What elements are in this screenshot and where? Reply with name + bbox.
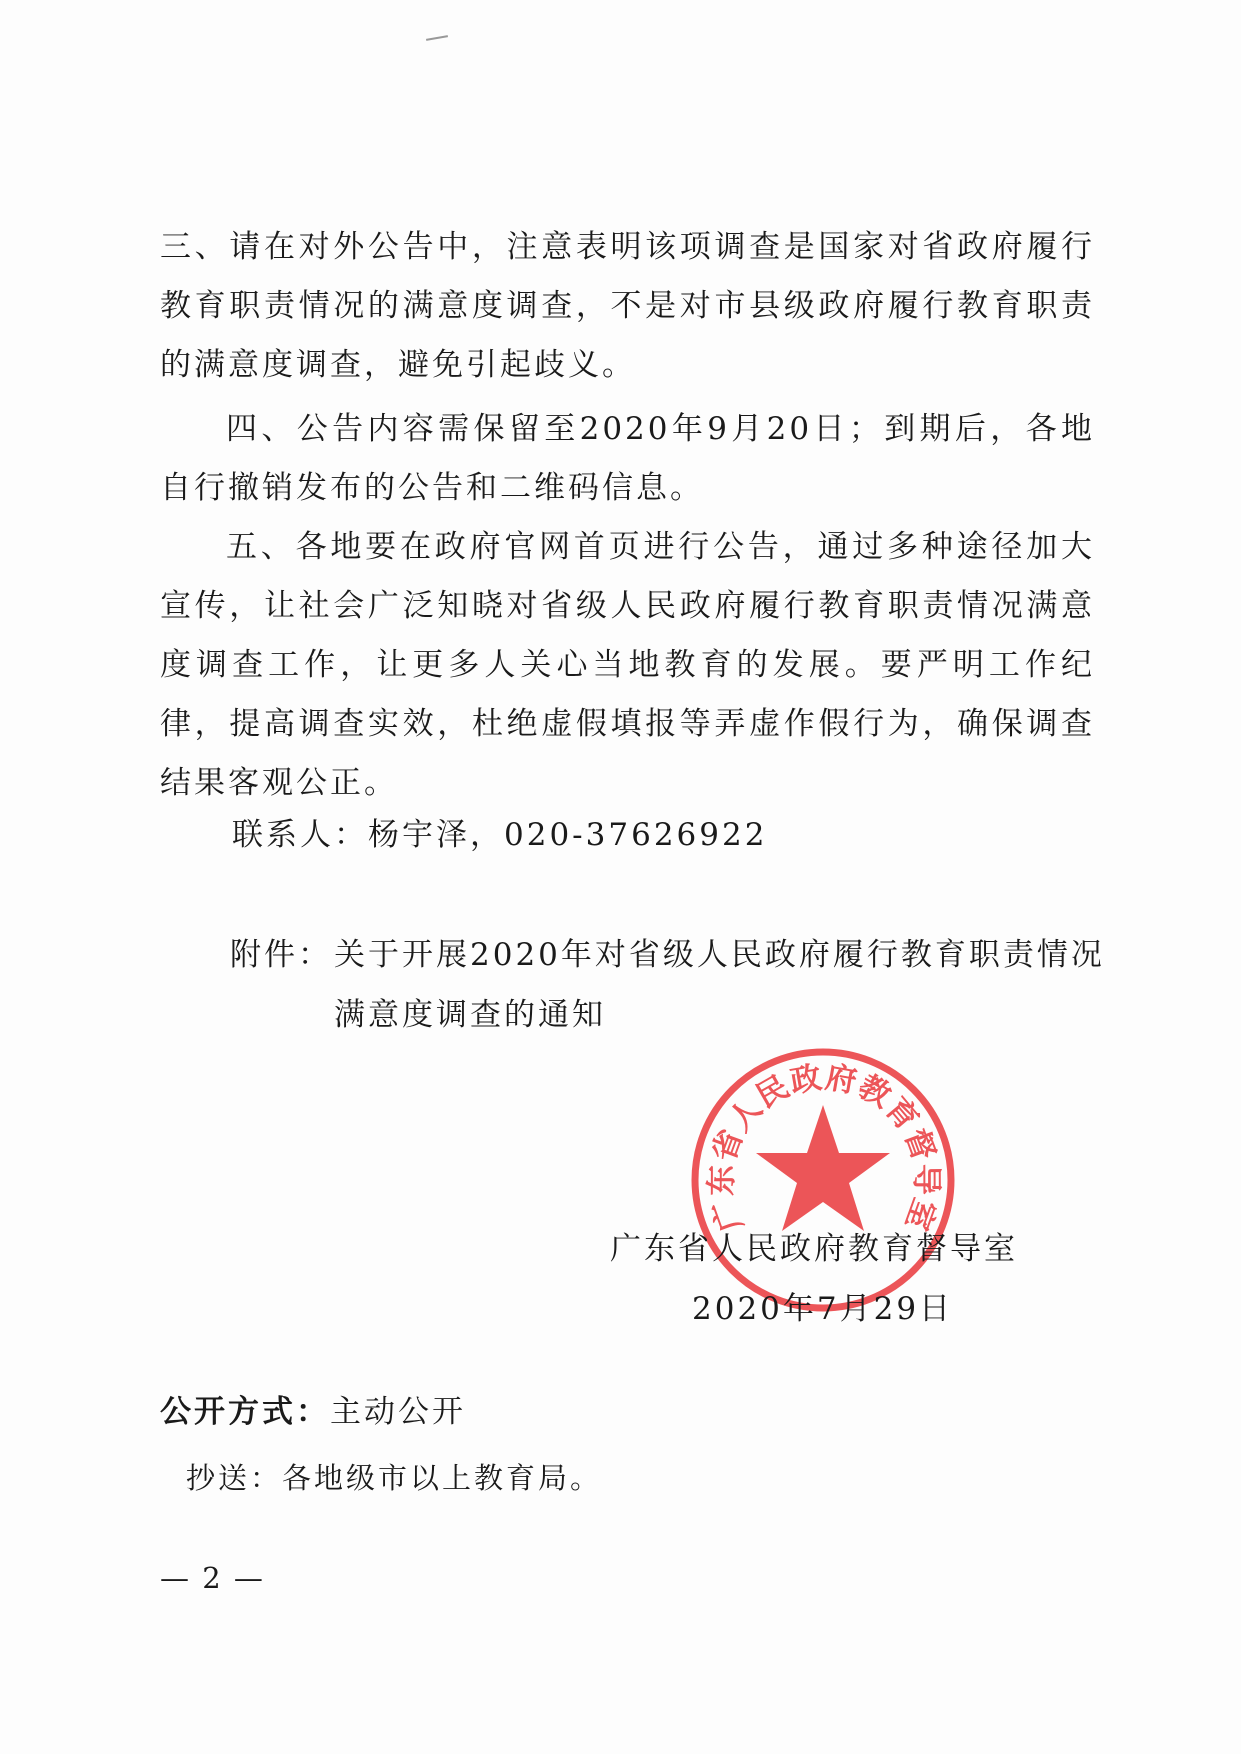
- disclosure-value: 主动公开: [330, 1394, 466, 1430]
- seal-star-icon: [756, 1105, 890, 1231]
- disclosure-label: 公开方式：: [160, 1394, 330, 1430]
- contact-line: 联系人：杨宇泽，020-37626922: [232, 817, 768, 853]
- paragraph-five: 五、各地要在政府官网首页进行公告，通过多种途径加大宣传，让社会广泛知晓对省级人民政府履行教育职责情况满意度调查工作，让更多人关心当地教育的发展。要严明工作纪律，提高调查实效，杜绝虚假填报等弄虚作假行为，确保调查结果客观公正。: [160, 529, 1095, 801]
- disclosure-line: [160, 1392, 466, 1432]
- svg-text:广东省人民政府教育督导室: 广东省人民政府教育督导室: [703, 1059, 945, 1236]
- signature-organization: 广东省人民政府教育督导室: [610, 1231, 1018, 1267]
- attachment-label: 附件：: [230, 937, 332, 973]
- signature-date: 2020年7月29日: [692, 1291, 954, 1327]
- official-seal-stamp: [688, 1045, 958, 1315]
- scan-mark: [426, 35, 448, 41]
- attachment-title: 关于开展2020年对省级人民政府履行教育职责情况满意度调查的通知: [334, 937, 1105, 1033]
- paragraph-four: 四、公告内容需保留至2020年9月20日；到期后，各地自行撤销发布的公告和二维码信息。: [160, 411, 1095, 506]
- page-number: — 2 —: [160, 1561, 265, 1595]
- cc-line: 抄送：各地级市以上教育局。: [186, 1461, 603, 1495]
- paragraph-three: 三、请在对外公告中，注意表明该项调查是国家对省政府履行教育职责情况的满意度调查，不是对市县级政府履行教育职责的满意度调查，避免引起歧义。: [160, 229, 1095, 383]
